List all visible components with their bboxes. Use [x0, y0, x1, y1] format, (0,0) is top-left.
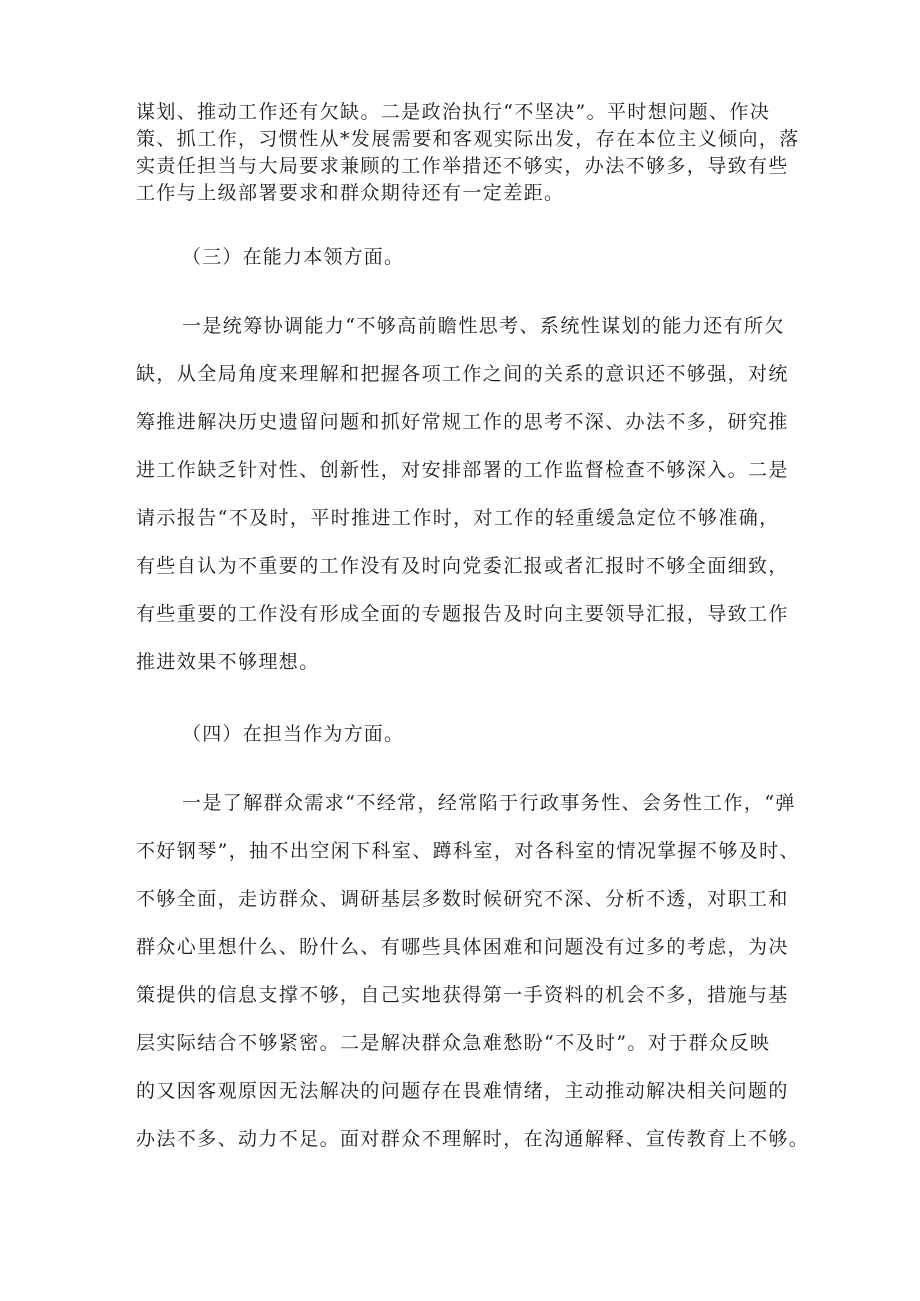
text-line: 策提供的信息支撑不够，自己实地获得第一手资料的机会不多，措施与基: [136, 984, 789, 1006]
text-line: 的又因客观原因无法解决的问题存在畏难情绪，主动推动解决相关问题的: [136, 1080, 789, 1102]
text-line: 有些自认为不重要的工作没有及时向党委汇报或者汇报时不够全面细致，: [136, 555, 789, 577]
text-line: 不够全面，走访群众、调研基层多数时候研究不深、分析不透，对职工和: [136, 888, 789, 910]
text-line: 推进效果不够理想。: [136, 651, 320, 673]
text-line: 筹推进解决历史遗留问题和抓好常规工作的思考不深、办法不多，研究推: [136, 411, 789, 433]
text-line: 缺，从全局角度来理解和把握各项工作之间的关系的意识还不够强，对统: [136, 363, 789, 385]
text-line: 不好钢琴”，抽不出空闲下科室、蹲科室，对各科室的情况掌握不够及时、: [136, 840, 800, 862]
text-line: 进工作缺乏针对性、创新性，对安排部署的工作监督检查不够深入。二是: [136, 459, 789, 481]
text-line: 谋划、推动工作还有欠缺。二是政治执行“不坚决”。平时想问题、作决: [136, 101, 771, 123]
text-line: 工作与上级部署要求和群众期待还有一定差距。: [136, 182, 565, 204]
text-line: 有些重要的工作没有形成全面的专题报告及时向主要领导汇报，导致工作: [136, 603, 789, 625]
text-line: 办法不多、动力不足。面对群众不理解时，在沟通解释、宣传教育上不够。: [136, 1128, 810, 1150]
text-line: 实责任担当与大局要求兼顾的工作举措还不够实，办法不够多，导致有些: [136, 155, 789, 177]
text-line: 一是了解群众需求“不经常，经常陷于行政事务性、会务性工作，“弹: [182, 792, 796, 814]
section-heading-4: （四）在担当作为方面。: [182, 723, 405, 745]
text-line: 一是统筹协调能力“不够高前瞻性思考、系统性谋划的能力还有所欠: [182, 315, 785, 337]
text-line: 请示报告“不及时，平时推进工作时，对工作的轻重缓急定位不够准确，: [136, 507, 780, 529]
section-heading-3: （三）在能力本领方面。: [182, 246, 405, 268]
text-line: 群众心里想什么、盼什么、有哪些具体困难和问题没有过多的考虑，为决: [136, 936, 789, 958]
text-line: 策、抓工作，习惯性从*发展需要和客观实际出发，存在本位主义倾向，落: [136, 128, 800, 150]
text-line: 层实际结合不够紧密。二是解决群众急难愁盼“不及时”。对于群众反映: [136, 1032, 771, 1054]
